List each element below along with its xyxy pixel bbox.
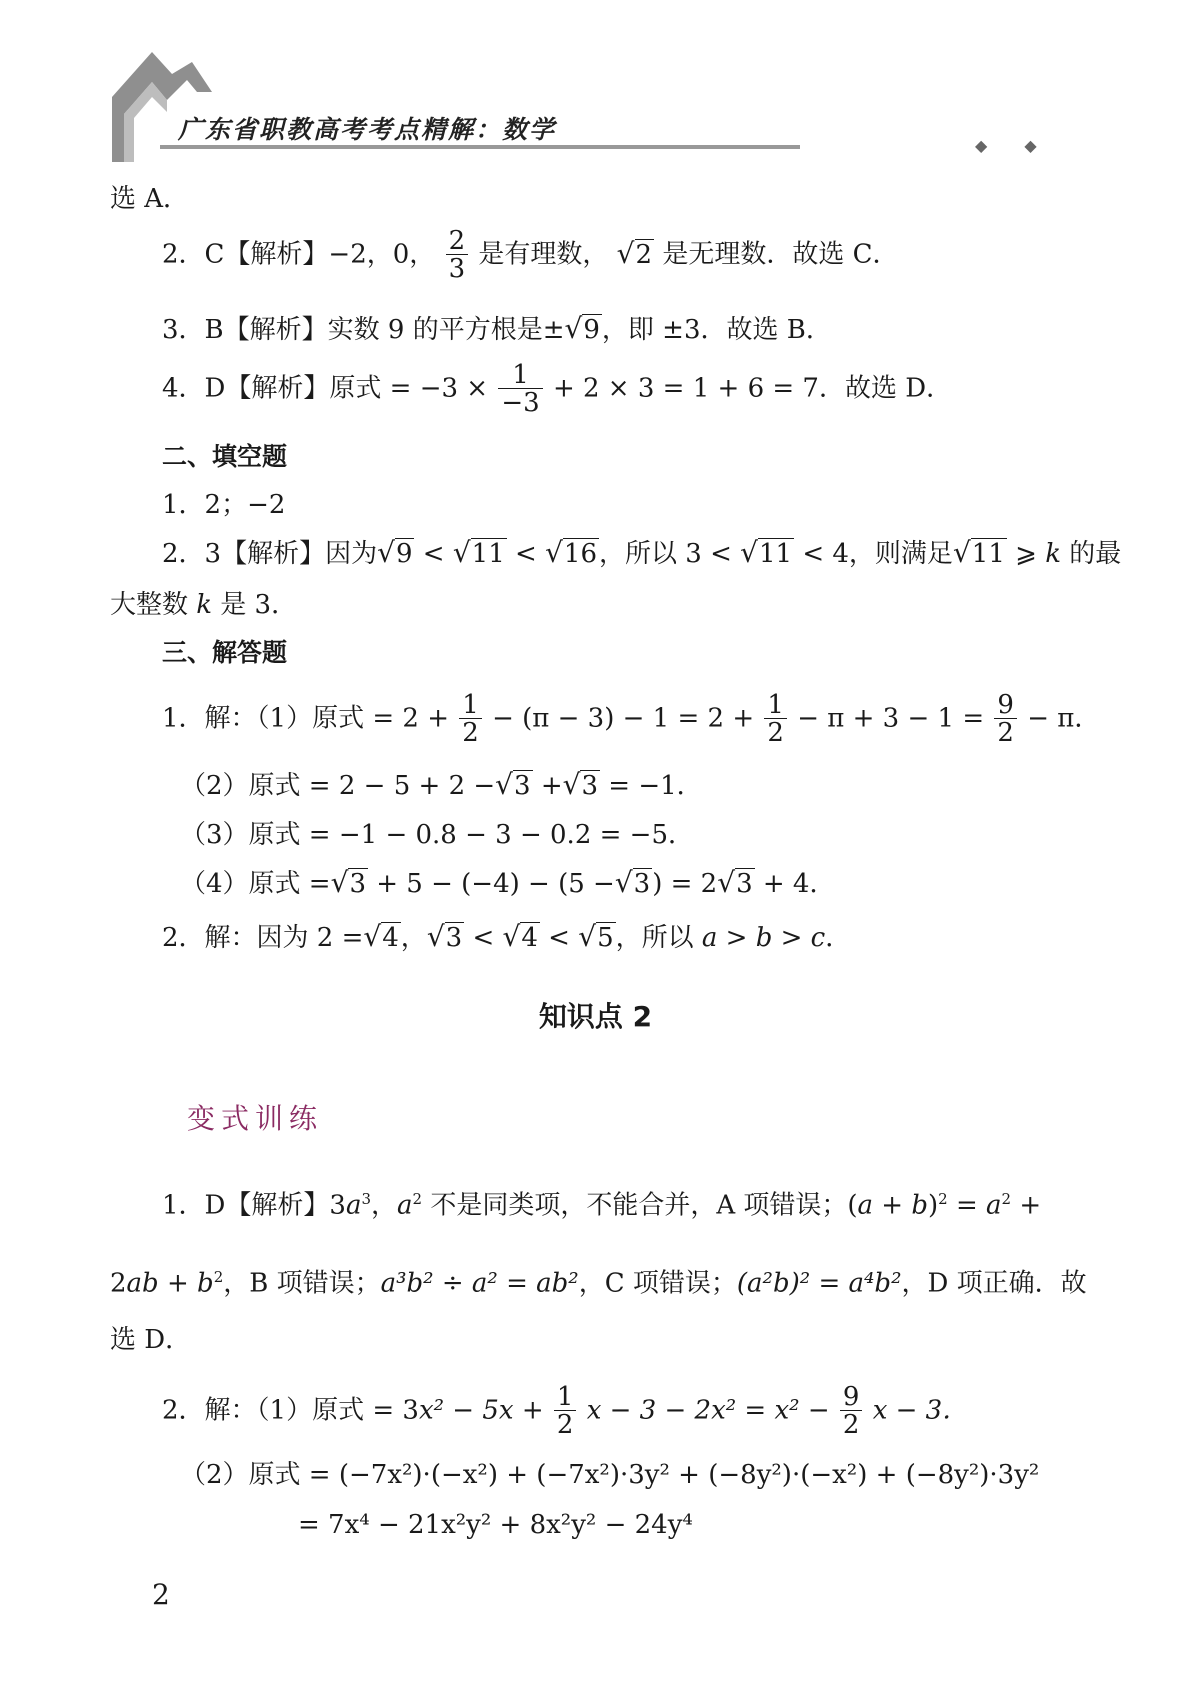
square-root: √9 xyxy=(564,312,600,345)
fraction: $\frac{9}{2}$ xyxy=(994,692,1017,747)
header-rule xyxy=(160,145,800,149)
solution-1-3: （3）原式 = −1 − 0.8 − 3 − 0.2 = −5． xyxy=(180,820,695,850)
square-root: √11 xyxy=(952,536,1005,569)
square-root: √4 xyxy=(363,920,399,953)
kp2-question-1-cont: $2ab + b^2$，B 项错误；a³b² ÷ a² = ab²，C 项错误；(a²b)² = a⁴b²，D 项正确．故 xyxy=(110,1268,1087,1299)
square-root: √3 xyxy=(717,866,753,899)
square-root: √2 xyxy=(616,236,653,270)
kp2-question-1: 1．D【解析】$3a^3$，$a^2$ 不是同类项，不能合并，A 项错误；$(a + b)^2 = a^2$ + xyxy=(162,1190,1042,1221)
square-root: √3 xyxy=(426,920,463,953)
section-heading: 二、填空题 xyxy=(162,442,288,471)
fill-answer-2: 2．3【解析】因为√9 < √11 < √16，所以 3 < √11 < 4，则满足√11 ⩾ k 的最 xyxy=(162,536,1122,569)
page-number: 2 xyxy=(152,1578,170,1611)
kp2-question-2-1: 2．解：（1）原式 = 3x² − 5x + $\frac{1}{2}$ x − 3 − 2x² = x² − $\frac{9}{2}$ x − 3． xyxy=(162,1382,969,1440)
fraction: $\frac{1}{2}$ xyxy=(459,692,482,747)
fraction: $\frac{1}{2}$ xyxy=(554,1384,577,1439)
answer-choice-3: 3．B【解析】实数 9 的平方根是±√9，即 ±3．故选 B． xyxy=(162,312,832,345)
answer-choice-4: 4．D【解析】原式 = −3 × $\frac{1}{-3}$ + 2 × 3 = 1 + 6 = 7．故选 D． xyxy=(162,360,953,418)
text-line: 选 D． xyxy=(110,1325,192,1355)
square-root: √3 xyxy=(495,768,531,801)
solution-2: 2．解：因为 2 =√4，√3 < √4 < √5，所以 a > b > c． xyxy=(162,920,852,953)
text-line: 大整数 k 是 3． xyxy=(110,590,298,620)
text-line: 选 A． xyxy=(110,184,190,214)
square-root: √3 xyxy=(614,866,651,899)
solution-1-4: （4）原式 =√3 + 5 − (−4) − (5 −√3) = 2√3 + 4． xyxy=(180,866,836,899)
solution-1-2: （2）原式 = 2 − 5 + 2 −√3 +√3 = −1． xyxy=(180,768,703,801)
square-root: √16 xyxy=(545,536,598,569)
training-subtitle: 变式训练 xyxy=(187,1102,324,1135)
knowledge-point-title: 知识点 2 xyxy=(538,1000,653,1033)
kp2-question-2-2-cont: = 7x⁴ − 21x²y² + 8x²y² − 24y⁴ xyxy=(298,1510,693,1540)
fraction: $\frac{2}{3}$ xyxy=(446,228,469,283)
solution-1-1: 1．解：（1）原式 = 2 + $\frac{1}{2}$ − (π − 3) − 1 = 2 + $\frac{1}{2}$ − π + 3 − 1 = $\frac{9}{2}$ − π． xyxy=(162,690,1101,748)
kp2-question-2-2: （2）原式 = (−7x²)·(−x²) + (−7x²)·3y² + (−8y²)·(−x²) + (−8y²)·3y² xyxy=(180,1460,1040,1490)
fraction: $\frac{1}{-3}$ xyxy=(498,362,542,417)
square-root: √11 xyxy=(452,536,505,569)
fraction: $\frac{9}{2}$ xyxy=(840,1384,863,1439)
square-root: √5 xyxy=(578,920,614,953)
answer-choice-2: 2．C【解析】−2，0， $\frac{2}{3}$ 是有理数， √2 是无理数．故选 C． xyxy=(162,226,899,284)
square-root: √4 xyxy=(502,920,538,953)
header-title: 广东省职教高考考点精解：数学 xyxy=(178,115,557,144)
fill-answer-1: 1．2；−2 xyxy=(162,490,286,520)
square-root: √9 xyxy=(377,536,413,569)
header-diamonds: ◆ ◆ xyxy=(975,136,1053,155)
square-root: √3 xyxy=(330,866,366,899)
square-root: √3 xyxy=(562,768,599,801)
fraction: $\frac{1}{2}$ xyxy=(764,692,787,747)
section-heading: 三、解答题 xyxy=(162,638,288,667)
square-root: √11 xyxy=(740,536,793,569)
